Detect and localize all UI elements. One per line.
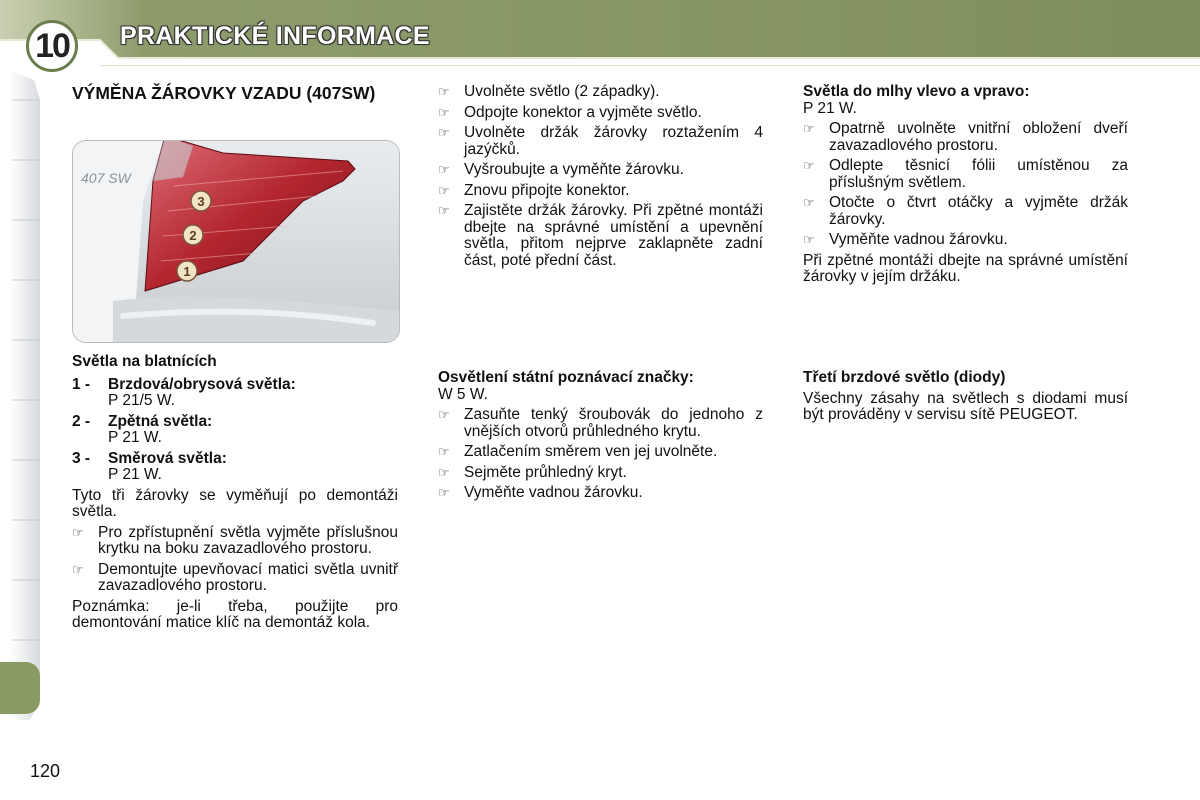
bullet-text: Zajistěte držák žárovky. Při zpětné montáži dbejte na správné umístění a upevnění světla, přitom nejprve zaklapněte zadní část, poté přední část.	[464, 202, 763, 269]
list-item	[438, 407, 763, 440]
column-2-bottom	[438, 370, 763, 506]
bullet-text: Uvolněte držák žárovky roztažením 4 jazýčků.	[464, 124, 763, 158]
pointing-hand-icon: ☞	[803, 195, 815, 210]
bullet-text: Pro zpřístupnění světla vyjměte příslušnou krytku na boku zavazadlového prostoru.	[98, 523, 398, 557]
list-item	[438, 203, 763, 269]
list-item	[438, 125, 763, 158]
pointing-hand-icon: ☞	[72, 561, 84, 577]
paragraph: Při zpětné montáži dbejte na správné umístění žárovky v jejím držáku.	[803, 251, 1128, 285]
model-badge: 407 SW	[81, 170, 131, 186]
tail-light-photo	[72, 140, 400, 343]
list-item	[72, 525, 398, 558]
pointing-hand-icon: ☞	[438, 444, 450, 459]
chapter-number: 10	[26, 20, 78, 72]
list-item	[438, 84, 763, 101]
bullet-text: Sejměte průhledný kryt.	[464, 463, 627, 481]
page-title: PRAKTICKÉ INFORMACE	[120, 22, 430, 50]
rail-background	[0, 70, 42, 720]
pointing-hand-icon: ☞	[438, 84, 450, 99]
list-item	[72, 377, 398, 410]
item-label: Zpětná světla:	[108, 412, 213, 430]
list-item	[72, 562, 398, 595]
bullet-text: Vyšroubujte a vyměňte žárovku.	[464, 161, 684, 178]
subheading-fender-lights: Světla na blatnících	[72, 353, 217, 370]
section-heading: VÝMĚNA ŽÁROVKY VZADU (407SW)	[72, 83, 376, 103]
list-item	[438, 485, 763, 502]
pointing-hand-icon: ☞	[438, 182, 450, 198]
bullet-text: Odlepte těsnicí fólii umístěnou za příslušným světlem.	[829, 157, 1128, 191]
pointing-hand-icon: ☞	[438, 104, 450, 120]
callout-3	[191, 191, 211, 211]
tail-light-illustration	[73, 141, 399, 342]
subheading-value: P 21 W.	[803, 99, 857, 117]
column-3-top	[803, 84, 1128, 286]
paragraph: Všechny zásahy na světlech s diodami musí být prováděny v servisu sítě PEUGEOT.	[803, 389, 1128, 423]
item-value: P 21/5 W.	[108, 392, 175, 409]
bullet-text: Znovu připojte konektor.	[464, 181, 630, 199]
item-number: 2 -	[72, 412, 91, 430]
subheading-third-brake-light: Třetí brzdové světlo (diody)	[803, 369, 1006, 386]
list-item	[438, 465, 763, 482]
bullet-text: Demontujte upevňovací matici světla uvnitř zavazadlového prostoru.	[98, 560, 398, 594]
paragraph: Tyto tři žárovky se vyměňují po demontáži světla.	[72, 486, 398, 520]
note: Poznámka: je-li třeba, použijte pro demontování matice klíč na demontáž kola.	[72, 597, 398, 631]
bullet-text: Zasuňte tenký šroubovák do jednoho z vnějších otvorů průhledného krytu.	[464, 406, 763, 440]
page-number: 120	[30, 761, 61, 781]
bullet-text: Vyměňte vadnou žárovku.	[829, 231, 1008, 248]
chapter-tab-rail	[0, 70, 42, 720]
pointing-hand-icon: ☞	[803, 121, 815, 136]
column-2-top	[438, 84, 763, 273]
subheading-license-plate: Osvětlení státní poznávací značky:	[438, 369, 694, 386]
pointing-hand-icon: ☞	[438, 464, 450, 480]
item-label: Brzdová/obrysová světla:	[108, 375, 296, 393]
bullet-text: Zatlačením směrem ven jej uvolněte.	[464, 443, 718, 460]
subheading-value: W 5 W.	[438, 385, 488, 403]
bullet-text: Vyměňte vadnou žárovku.	[464, 484, 643, 501]
subheading-fog-lights: Světla do mlhy vlevo a vpravo:	[803, 83, 1030, 100]
column-1	[72, 84, 398, 102]
bullet-text: Opatrně uvolněte vnitřní obložení dveří zavazadlového prostoru.	[829, 120, 1128, 154]
callout-2-label: 2	[189, 228, 197, 243]
list-item	[72, 451, 398, 484]
item-number: 1 -	[72, 375, 91, 393]
column-1-body	[72, 354, 398, 632]
callout-2	[183, 225, 203, 245]
list-item	[803, 121, 1128, 154]
item-number: 3 -	[72, 449, 91, 467]
pointing-hand-icon: ☞	[72, 524, 84, 540]
callout-3-label: 3	[197, 194, 205, 209]
pointing-hand-icon: ☞	[438, 407, 450, 422]
item-value: P 21 W.	[108, 429, 162, 446]
pointing-hand-icon: ☞	[438, 485, 450, 500]
bullet-text: Otočte o čtvrt otáčky a vyjměte držák žárovky.	[829, 194, 1128, 228]
callout-1-label: 1	[183, 264, 191, 279]
pointing-hand-icon: ☞	[438, 125, 450, 140]
pointing-hand-icon: ☞	[803, 158, 815, 173]
list-item	[438, 444, 763, 461]
pointing-hand-icon: ☞	[438, 203, 450, 218]
header-band	[0, 0, 1200, 66]
list-item	[803, 232, 1128, 249]
list-item	[803, 195, 1128, 228]
active-chapter-tab[interactable]	[0, 662, 40, 714]
item-label: Směrová světla:	[108, 449, 227, 467]
list-item	[438, 105, 763, 122]
column-3-bottom	[803, 370, 1128, 424]
pointing-hand-icon: ☞	[438, 162, 450, 177]
callout-1	[177, 261, 197, 281]
list-item	[438, 162, 763, 179]
item-value: P 21 W.	[108, 466, 162, 483]
list-item	[72, 414, 398, 447]
list-item	[438, 183, 763, 200]
bullet-text: Uvolněte světlo (2 západky).	[464, 83, 660, 100]
list-item	[803, 158, 1128, 191]
bullet-text: Odpojte konektor a vyjměte světlo.	[464, 103, 702, 121]
pointing-hand-icon: ☞	[803, 232, 815, 247]
